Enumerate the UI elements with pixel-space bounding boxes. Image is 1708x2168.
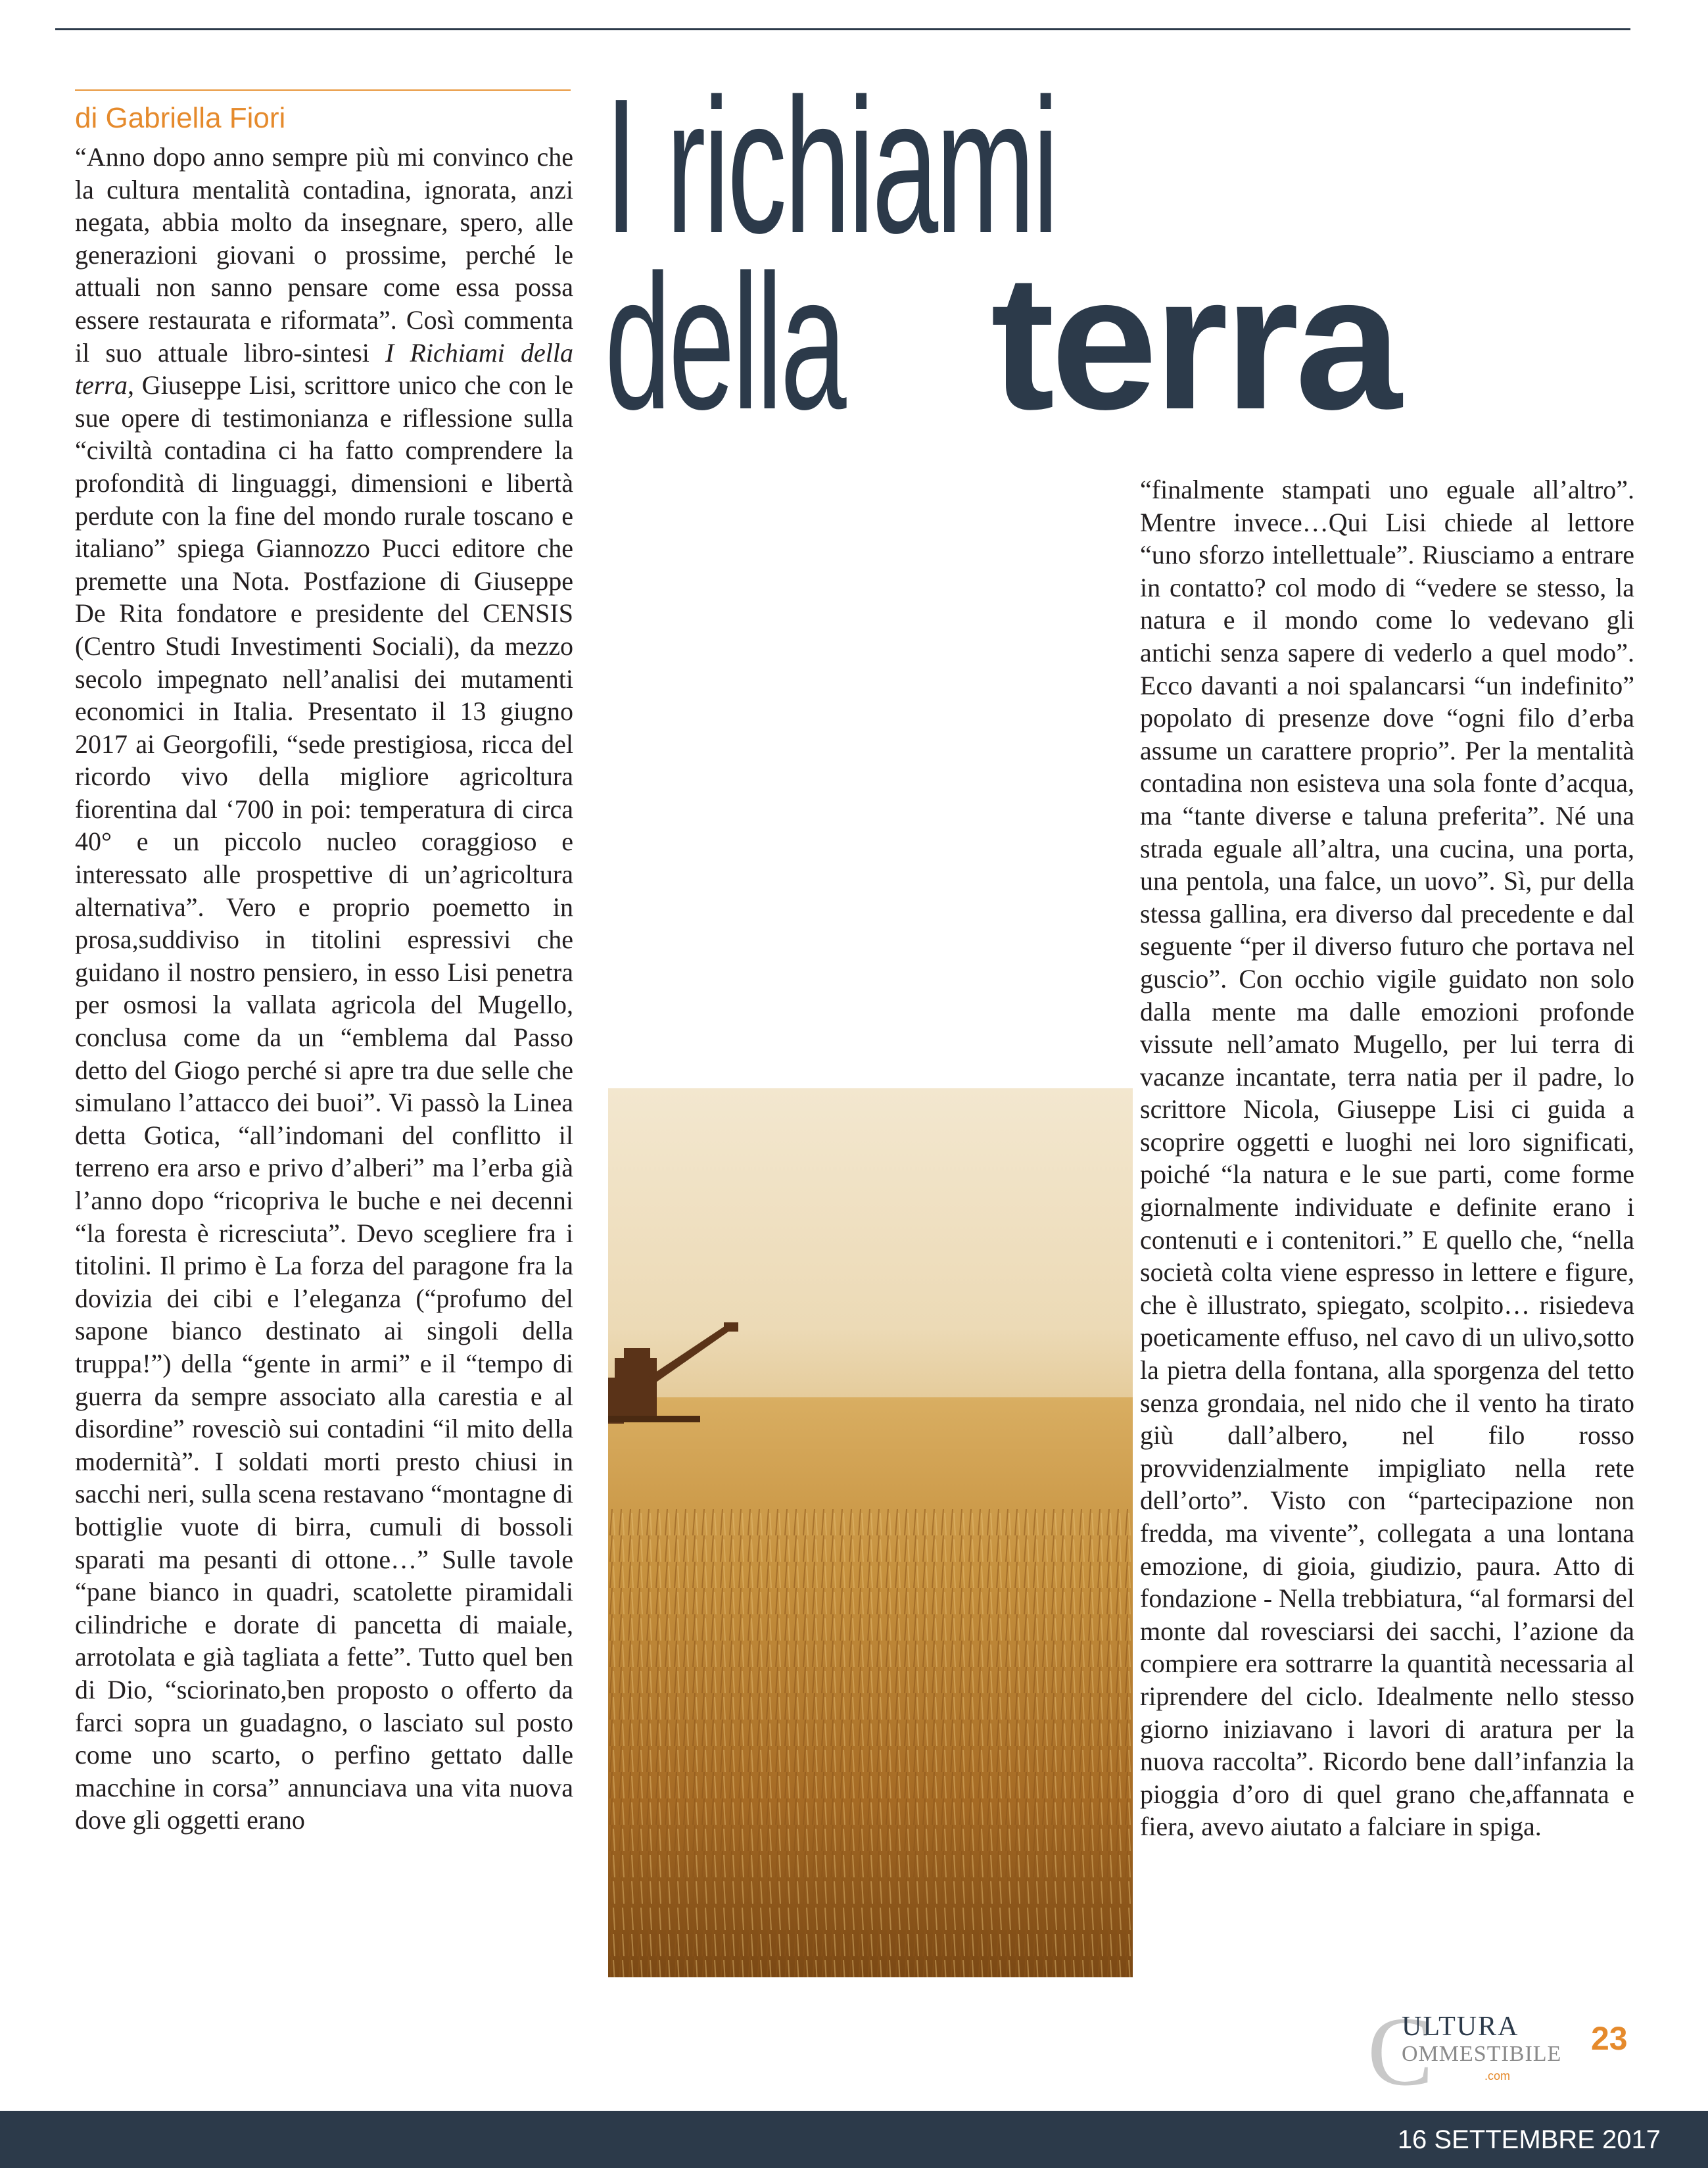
left-column-text-2: , Giuseppe Lisi, scrittore unico che con le sue opere di testimonianza e riflessione sulla “civiltà contadina ci ha fatto comprendere la profondità di linguaggi, dimensioni e libertà perdute con la fine del mondo rurale toscano e italiano” spiega Giannozzo Pucci editore che premette una Nota. Postfazione di Giuseppe De Rita fondatore e presidente del CENSIS (Centro Studi Investimenti Sociali), da mezzo secolo impegnato nell’analisi dei mutamenti economici in Italia. Presentato il 13 giugno 2017 ai Georgofili, “sede prestigiosa, ricca del ricordo vivo della migliore agricoltura fiorentina dal ‘700 in poi: temperatura di circa 40° e un piccolo nucleo coraggioso e interessato alle prospettive di un’agricoltura alternativa”. Vero e proprio poemetto in prosa,suddiviso in titolini espressivi che guidano il nostro pensiero, in esso Lisi penetra per osmosi la vallata agricola del Mugello, conclusa come da un “emblema dal Passo detto del Giogo perché si apre tra due selle che simulano l’attacco dei buoi”. Vi passò la Linea detta Gotica, “all’indomani del conflitto il terreno era arso e privo d’alberi” ma l’erba già l’anno dopo “ricopriva le buche e nei decenni “la foresta è ricresciuta”. Devo scegliere fra i titolini. Il primo è La forza del paragone fra la dovizia dei cibi e l’eleganza (“profumo del sapone bianco destinato ai singoli della truppa!”) della “gente in armi” e il “tempo di guerra da sempre associato alla carestia e al disordine” rovesciò sui contadini “il mito della modernità”. I soldati morti presto chiusi in sacchi neri, sulla scena restavano “montagne di bottiglie vuote di birra, cumuli di bossoli sparati ma pesanti di ottone…” Sulle tavole “pane bianco in quadri, scatolette piramidali cilindriche e dorate di pancetta di maiale, arrotolata e già tagliata a fette”. Tutto quel ben di Dio, “sciorinato,ben proposto o offerto da farci sopra un guadagno, o lasciato sul posto come uno scarto, o perfino gettato dalle macchine in corsa” annunciava una vita nuova dove gli oggetti erano [75,370,573,1835]
byline-rule [75,89,571,91]
cultura-commestibile-logo [1367,1997,1565,2106]
left-column-text [75,141,573,1837]
wheat-field-photo [608,1088,1133,1977]
footer-bar [0,2111,1708,2168]
logo-com: .com [1484,2069,1511,2083]
title-line-1 [605,59,1657,273]
logo-c: C [1367,1997,1434,2106]
top-rule [55,28,1630,30]
right-column [1140,473,1634,1946]
right-column-text: “finalmente stampati uno eguale all’altro”. Mentre invece…Qui Lisi chiede al lettore “uno sforzo intellettuale”. Riusciamo a entrare in contatto? col modo di “vedere se stesso, la natura e il mondo come lo vedevano gli antichi senza sapere di vederlo a quel modo”. Ecco davanti a noi spalancarsi “un indefinito” popolato di presenze dove “ogni filo d’erba assume un carattere proprio”. Per la mentalità contadina non esisteva una sola fonte d’acqua, ma “tante diverse e taluna preferita”. Né una strada eguale all’altra, una cucina, una porta, una pentola, una falce, un uovo”. Sì, pur della stessa gallina, era diverso dal precedente e dal seguente “per il diverso futuro che portava nel guscio”. Con occhio vigile guidato non solo dalla mente ma dalle emozioni profonde vissute nell’amato Mugello, per lui terra di vacanze incantate, terra natia per il padre, lo scrittore Nicola, Giuseppe Lisi ci guida a scoprire oggetti e luoghi nei loro significati, poiché “la natura e le sue parti, come forme giornalmente individuate e definite erano i contenuti e i contenitori.” E quello che, “nella società colta viene espresso in lettere e figure, che è illustrato, spiegato, scolpito… risiedeva poeticamente effuso, nel cavo di un ulivo,sotto la pietra della fontana, alla sporgenza del tetto senza grondaia, nel nido che il vento ha tirato giù dall’albero, nel filo rosso provvidenzialmente impigliato nella rete dell’orto”. Visto con “partecipazione non fredda, ma vivente”, collegata a una lontana emozione, di gioia, giudizio, paura. Atto di fondazione - Nella trebbiatura, “al formarsi del monte dal rovesciarsi dei sacchi, l’azione da compiere era sottrarre la quantità necessaria al riprendere del ciclo. Idealmente nello stesso giorno iniziavano i lavori di aratura per la nuova raccolta”. Ricordo bene dall’infanzia la pioggia d’oro di quel grano che,affannata e fiera, avevo aiutato a falciare in spiga. [1140,475,1634,1842]
title-line-2-bold: terra [990,235,1398,449]
title-line-2 [605,235,1657,449]
title-line-2-light: della [605,235,844,449]
title-line-1-text: I richiami [605,59,1057,273]
byline: di Gabriella Fiori [75,102,286,134]
logo-ultura: ULTURA [1402,2011,1519,2042]
logo-ommestibile: OMMESTIBILE [1402,2042,1562,2066]
book-title: I Richiami della terra [75,337,573,400]
page-number: 23 [1591,2020,1628,2057]
issue-date: 16 SETTEMBRE 2017 [1397,2125,1661,2154]
left-column [75,141,573,1929]
left-column-text-1: “Anno dopo anno sempre più mi convinco che la cultura mentalità contadina, ignorata, anzi negata, abbia molto da insegnare, spero, alle generazioni giovani o prossime, perché le attuali non sanno pensare come essa possa essere restaurata e riformata”. Così commenta il suo attuale libro-sintesi [75,142,573,368]
article-title [605,59,1657,449]
